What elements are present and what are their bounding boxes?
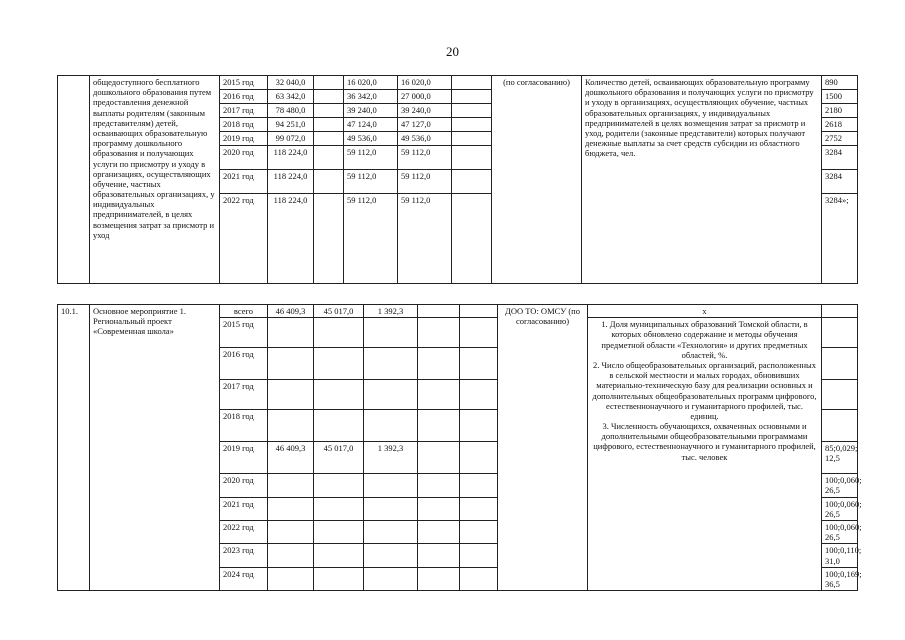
budget-cell	[314, 544, 364, 567]
budget-cell	[460, 567, 498, 590]
indicator-value	[822, 348, 858, 380]
budget-cell: 47 124,0	[344, 118, 398, 132]
year-cell: 2018 год	[220, 410, 268, 442]
budget-cell	[418, 410, 460, 442]
budget-cell	[314, 146, 344, 170]
table-row	[58, 305, 858, 318]
indicator-value: 100;0,060; 26,5	[822, 497, 858, 520]
year-cell: 2015 год	[220, 76, 268, 90]
x-mark-cell: х	[588, 305, 822, 318]
indicator-value: 3284	[822, 170, 858, 194]
budget-cell	[460, 474, 498, 497]
budget-cell	[314, 474, 364, 497]
indicator-value: 2752	[822, 132, 858, 146]
indicator-value	[822, 410, 858, 442]
year-cell: 2016 год	[220, 90, 268, 104]
year-cell: 2018 год	[220, 118, 268, 132]
year-cell: 2022 год	[220, 520, 268, 543]
budget-cell	[314, 90, 344, 104]
year-cell: 2019 год	[220, 132, 268, 146]
total-cell	[268, 567, 314, 590]
indicator-value: 85;0,029; 12,5	[822, 442, 858, 474]
budget-cell	[314, 76, 344, 90]
budget-cell: 59 112,0	[398, 170, 452, 194]
total-cell	[268, 497, 314, 520]
year-cell: 2022 год	[220, 194, 268, 284]
budget-cell: 49 536,0	[398, 132, 452, 146]
page-number: 20	[446, 44, 459, 59]
budget-cell: 47 127,0	[398, 118, 452, 132]
budget-cell	[460, 410, 498, 442]
indicator-value: 1500	[822, 90, 858, 104]
budget-cell: 1 392,3	[364, 305, 418, 318]
budget-cell	[314, 567, 364, 590]
budget-cell	[460, 442, 498, 474]
budget-cell	[418, 305, 460, 318]
budget-cell	[314, 497, 364, 520]
budget-cell: 1 392,3	[364, 442, 418, 474]
budget-cell: 39 240,0	[344, 104, 398, 118]
budget-cell	[314, 132, 344, 146]
total-cell: 46 409,3	[268, 442, 314, 474]
total-cell	[268, 474, 314, 497]
budget-cell	[452, 104, 492, 118]
year-cell: 2016 год	[220, 348, 268, 380]
indicator-value	[822, 305, 858, 318]
budget-cell	[460, 520, 498, 543]
total-cell	[268, 520, 314, 543]
budget-cell	[418, 318, 460, 348]
budget-cell	[418, 442, 460, 474]
budget-cell	[418, 348, 460, 380]
budget-cell	[364, 474, 418, 497]
budget-cell	[364, 380, 418, 410]
budget-cell: 59 112,0	[344, 146, 398, 170]
budget-cell: 59 112,0	[398, 194, 452, 284]
program-table-part1	[57, 75, 858, 284]
budget-cell	[364, 348, 418, 380]
budget-cell: 39 240,0	[398, 104, 452, 118]
indicator-value: 100;0,060; 26,5	[822, 520, 858, 543]
budget-cell	[314, 194, 344, 284]
budget-cell	[418, 544, 460, 567]
budget-cell: 27 000,0	[398, 90, 452, 104]
indicator-value: 2180	[822, 104, 858, 118]
total-cell: 63 342,0	[268, 90, 314, 104]
total-cell: 94 251,0	[268, 118, 314, 132]
budget-cell: 45 017,0	[314, 442, 364, 474]
participant-cell: ДОО ТО: ОМСУ (по согласованию)	[498, 305, 588, 591]
budget-cell	[314, 104, 344, 118]
budget-cell	[452, 76, 492, 90]
year-cell: 2021 год	[220, 497, 268, 520]
activity-name: Основное мероприятие 1. Региональный проект «Современная школа»	[90, 305, 220, 591]
indicator-value	[822, 318, 858, 348]
budget-cell	[314, 170, 344, 194]
indicator-cell: Количество детей, осваивающих образовательную программу дошкольного образования и получающих услуги по присмотру и уходу в организациях, осуществляющих обучение, частных образовательных организациях, у индивидуальных предпринимателей в целях возмещения затрат за присмотр и уход, родители (законные представители) которых получают денежные выплаты за счет средств субсидии из областного бюджета, чел.	[582, 76, 822, 284]
budget-cell	[418, 497, 460, 520]
indicator-value: 100;0,060; 26,5	[822, 474, 858, 497]
budget-cell	[460, 544, 498, 567]
year-cell: 2017 год	[220, 104, 268, 118]
budget-cell: 59 112,0	[344, 194, 398, 284]
budget-cell	[452, 132, 492, 146]
total-cell: 118 224,0	[268, 194, 314, 284]
budget-cell	[452, 118, 492, 132]
year-cell: 2023 год	[220, 544, 268, 567]
budget-cell: 49 536,0	[344, 132, 398, 146]
budget-cell	[314, 348, 364, 380]
budget-cell: 16 020,0	[398, 76, 452, 90]
budget-cell: 59 112,0	[398, 146, 452, 170]
total-cell	[268, 318, 314, 348]
indicator-value: 890	[822, 76, 858, 90]
budget-cell	[460, 305, 498, 318]
budget-cell	[364, 497, 418, 520]
activity-description: общедоступного бесплатного дошкольного образования путем предоставления денежной выплаты родителям (законным представителям) детей, осваивающих образовательную программу дошкольного образования и получающих услуги по присмотру и уходу в организациях, осуществляющих обучение, частных образовательных организациях, у индивидуальных предпринимателей, в целях возмещения затрат за присмотр и уход	[90, 76, 220, 284]
total-cell: 46 409,3	[268, 305, 314, 318]
year-cell: всего	[220, 305, 268, 318]
budget-cell: 59 112,0	[344, 170, 398, 194]
indicators-cell: 1. Доля муниципальных образований Томской области, в которых обновлено содержание и методы обучения предметной области «Технология» и других предметных областей, %. 2. Число общеобразовательных организаций, расположенных в сельской местности и малых городах, обновивших материально-техническую базу для реализации основных и дополнительных общеобразовательных программ цифрового, естественнонаучного и гуманитарного профилей, тыс. единиц. 3. Численность обучающихся, охваченных основными и дополнительными общеобразовательными программами цифрового, естественнонаучного и гуманитарного профилей, тыс. человек	[588, 318, 822, 591]
budget-cell	[314, 118, 344, 132]
budget-cell	[460, 348, 498, 380]
year-cell: 2021 год	[220, 170, 268, 194]
total-cell: 99 072,0	[268, 132, 314, 146]
budget-cell	[314, 380, 364, 410]
budget-cell	[452, 194, 492, 284]
budget-cell	[314, 318, 364, 348]
budget-cell	[460, 497, 498, 520]
budget-cell	[452, 170, 492, 194]
budget-cell	[314, 520, 364, 543]
total-cell	[268, 410, 314, 442]
total-cell: 32 040,0	[268, 76, 314, 90]
budget-cell	[364, 318, 418, 348]
year-cell: 2015 год	[220, 318, 268, 348]
table-row	[58, 76, 858, 90]
program-table-part2	[57, 304, 862, 591]
budget-cell	[364, 410, 418, 442]
row-number-cell: 10.1.	[58, 305, 90, 591]
budget-cell	[418, 380, 460, 410]
total-cell: 118 224,0	[268, 146, 314, 170]
budget-cell	[460, 380, 498, 410]
indicator-value: 3284»;	[822, 194, 858, 284]
indicator-value: 100;0,169; 36,5	[822, 567, 858, 590]
indicator-value: 100;0,110; 31,0	[822, 544, 858, 567]
budget-cell	[364, 544, 418, 567]
total-cell	[268, 544, 314, 567]
total-cell: 118 224,0	[268, 170, 314, 194]
indicator-value	[822, 380, 858, 410]
budget-cell	[418, 474, 460, 497]
year-cell: 2020 год	[220, 474, 268, 497]
year-cell: 2017 год	[220, 380, 268, 410]
budget-cell: 16 020,0	[344, 76, 398, 90]
indicator-value: 3284	[822, 146, 858, 170]
total-cell	[268, 348, 314, 380]
participant-cell: (по согласованию)	[492, 76, 582, 284]
budget-cell: 36 342,0	[344, 90, 398, 104]
budget-cell	[418, 520, 460, 543]
budget-cell	[418, 567, 460, 590]
budget-cell	[460, 318, 498, 348]
row-number-cell	[58, 76, 90, 284]
budget-cell	[452, 146, 492, 170]
budget-cell	[364, 567, 418, 590]
year-cell: 2020 год	[220, 146, 268, 170]
budget-cell: 45 017,0	[314, 305, 364, 318]
year-cell: 2019 год	[220, 442, 268, 474]
year-cell: 2024 год	[220, 567, 268, 590]
budget-cell	[314, 410, 364, 442]
indicator-value: 2618	[822, 118, 858, 132]
budget-cell	[452, 90, 492, 104]
total-cell: 78 480,0	[268, 104, 314, 118]
budget-cell	[364, 520, 418, 543]
total-cell	[268, 380, 314, 410]
